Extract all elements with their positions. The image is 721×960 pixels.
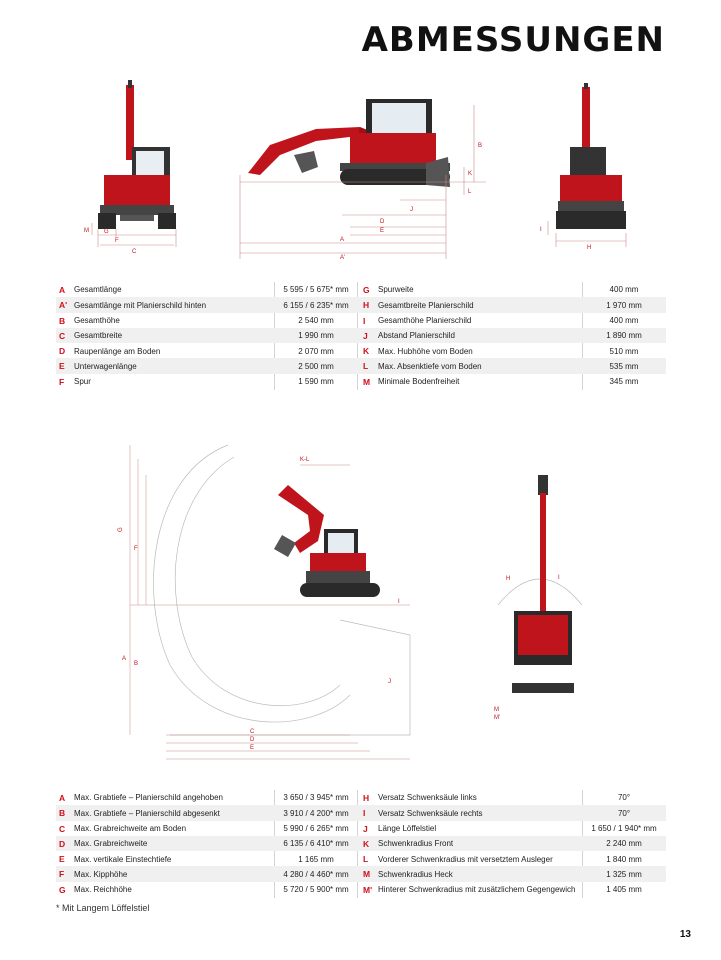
side-label-b: B: [478, 143, 483, 149]
spec-value-left: 1 990 mm: [298, 331, 334, 341]
spec-value-right: 1 650 / 1 940* mm: [591, 823, 657, 833]
working-range-side-view: [130, 445, 410, 759]
rear-label-h: H: [587, 245, 592, 251]
spec-value-right: 1 970 mm: [606, 300, 642, 310]
range-label-j: J: [388, 679, 391, 685]
range-label-g: G: [118, 527, 124, 532]
side-label-k: K: [468, 171, 473, 177]
spec-letter-left: A: [59, 793, 66, 803]
front-label-m: M: [84, 228, 89, 234]
spec-letter-left: C: [59, 823, 66, 834]
spec-table-1: [56, 282, 666, 394]
spec-letter-left: F: [59, 376, 65, 387]
spec-value-right: 1 405 mm: [606, 885, 642, 895]
spec-letter-right: M: [363, 376, 371, 387]
spec-letter-left: D: [59, 838, 66, 849]
spec-row: [56, 851, 666, 866]
spec-value-left: 6 135 / 6 410* mm: [283, 839, 349, 849]
range-label-k-l: K-L: [300, 457, 310, 463]
spec-label-left: Max. vertikale Einstechtiefe: [74, 854, 172, 864]
front-label-g: G: [104, 229, 109, 235]
spec-letter-right: K: [363, 838, 370, 849]
spec-row: [56, 343, 666, 358]
spec-label-right: Hinterer Schwenkradius mit zusätzlichem Gegengewich: [378, 885, 576, 895]
side-label-a: A: [340, 237, 345, 243]
spec-value-right: 510 mm: [609, 346, 639, 356]
spec-letter-right: H: [363, 300, 370, 311]
spec-letter-right: L: [363, 854, 369, 865]
rear-label-i: I: [540, 227, 542, 233]
spec-value-left: 2 500 mm: [298, 361, 334, 371]
spec-label-left: Max. Grabreichweite am Boden: [74, 823, 187, 833]
spec-label-left: Max. Grabreichweite: [74, 839, 148, 849]
spec-value-right: 400 mm: [609, 285, 639, 295]
footnote: * Mit Langem Löffelstiel: [56, 903, 150, 913]
spec-value-left: 4 280 / 4 460* mm: [283, 869, 349, 879]
spec-label-left: Unterwagenlänge: [74, 361, 137, 371]
side-label-e: E: [380, 228, 385, 234]
spec-value-right: 535 mm: [609, 361, 639, 371]
spec-value-left: 1 165 mm: [298, 854, 334, 864]
excavator-rear-view: [556, 83, 626, 229]
rear-range-label-m-prime: M': [494, 715, 501, 721]
spec-table-2: [56, 790, 666, 902]
spec-letter-left: B: [59, 315, 66, 326]
page-number: 13: [679, 929, 691, 940]
spec-value-right: 1 840 mm: [606, 854, 642, 864]
spec-label-left: Max. Kipphöhe: [74, 869, 128, 879]
spec-label-right: Schwenkradius Front: [378, 839, 454, 849]
spec-letter-left: A: [59, 285, 66, 295]
spec-label-right: Max. Hubhöhe vom Boden: [378, 346, 473, 356]
spec-letter-left: E: [59, 854, 65, 865]
range-label-c: C: [250, 729, 255, 735]
spec-letter-left: A': [59, 300, 68, 311]
spec-label-left: Gesamthöhe: [74, 315, 120, 325]
spec-label-right: Abstand Planierschild: [378, 331, 455, 341]
spec-row: [56, 866, 666, 881]
spec-value-left: 5 720 / 5 900* mm: [283, 885, 349, 895]
spec-letter-right: I: [363, 808, 366, 819]
spec-label-right: Versatz Schwenksäule links: [378, 793, 477, 803]
spec-row: [56, 282, 666, 297]
spec-row: [56, 297, 666, 312]
spec-letter-left: C: [59, 330, 66, 341]
range-label-e: E: [250, 745, 255, 751]
spec-label-right: Länge Löffelstiel: [378, 823, 437, 833]
spec-row: [56, 882, 666, 897]
side-label-j: J: [410, 207, 413, 213]
spec-label-right: Gesamthöhe Planierschild: [378, 315, 472, 325]
spec-letter-right: J: [363, 330, 368, 341]
spec-label-right: Vorderer Schwenkradius mit versetztem Ausleger: [378, 854, 553, 864]
spec-letter-left: B: [59, 808, 66, 819]
spec-letter-left: G: [59, 884, 66, 895]
spec-value-left: 5 990 / 6 265* mm: [283, 823, 349, 833]
spec-label-right: Minimale Bodenfreiheit: [378, 377, 460, 387]
spec-label-left: Gesamtbreite: [74, 331, 123, 341]
spec-value-left: 5 595 / 5 675* mm: [283, 285, 349, 295]
side-label-l: L: [468, 189, 472, 195]
spec-letter-right: K: [363, 346, 370, 357]
spec-row: [56, 313, 666, 328]
range-label-f: F: [134, 546, 138, 552]
spec-value-right: 345 mm: [609, 377, 639, 387]
spec-value-right: 70°: [617, 808, 631, 818]
spec-value-right: 400 mm: [609, 315, 639, 325]
spec-value-right: 1 890 mm: [606, 331, 642, 341]
spec-label-left: Max. Grabtiefe – Planierschild angehoben: [74, 793, 223, 803]
spec-label-left: Raupenlänge am Boden: [74, 346, 161, 356]
spec-value-left: 2 070 mm: [298, 346, 334, 356]
spec-letter-right: H: [363, 793, 370, 803]
spec-value-right: 70°: [617, 793, 631, 803]
front-label-f: F: [115, 238, 119, 244]
working-range-rear-view: [498, 475, 582, 693]
spec-letter-left: D: [59, 346, 66, 357]
spec-value-right: 1 325 mm: [606, 869, 642, 879]
spec-label-right: Versatz Schwenksäule rechts: [378, 808, 483, 818]
page-title: ABMESSUNGEN: [361, 20, 665, 60]
spec-label-right: Schwenkradius Heck: [378, 869, 453, 879]
spec-letter-right: G: [363, 285, 370, 295]
rear-range-label-m: M: [494, 707, 499, 713]
spec-value-left: 1 590 mm: [298, 377, 334, 387]
spec-label-left: Gesamtlänge mit Planierschild hinten: [74, 300, 207, 310]
rear-range-label-h: H: [506, 576, 511, 582]
spec-row: [56, 358, 666, 373]
spec-row: [56, 790, 666, 805]
spec-label-right: Max. Absenktiefe vom Boden: [378, 361, 482, 371]
spec-value-right: 2 240 mm: [606, 839, 642, 849]
spec-letter-left: E: [59, 361, 65, 372]
spec-value-left: 6 155 / 6 235* mm: [283, 300, 349, 310]
rear-range-label-i: I: [558, 575, 560, 581]
range-label-i: I: [398, 599, 400, 605]
spec-row: [56, 821, 666, 836]
spec-value-left: 2 540 mm: [298, 315, 334, 325]
side-label-a-prime: A': [340, 255, 346, 261]
dimension-drawing-top: [70, 75, 670, 265]
spec-letter-right: J: [363, 823, 368, 834]
excavator-front-view: [98, 80, 176, 229]
spec-letter-right: I: [363, 315, 366, 326]
spec-row: [56, 836, 666, 851]
spec-label-left: Spur: [74, 377, 91, 387]
range-label-d: D: [250, 737, 255, 743]
spec-value-left: 3 650 / 3 945* mm: [283, 793, 349, 803]
spec-row: [56, 374, 666, 389]
spec-label-left: Gesamtlänge: [74, 285, 122, 295]
spec-label-right: Spurweite: [378, 285, 414, 295]
range-label-b: B: [134, 661, 139, 667]
front-label-c: C: [132, 249, 137, 255]
spec-row: [56, 328, 666, 343]
side-label-d: D: [380, 219, 385, 225]
spec-value-left: 3 910 / 4 200* mm: [283, 808, 349, 818]
spec-letter-right: L: [363, 361, 369, 372]
excavator-side-view: [248, 99, 450, 187]
range-label-a: A: [122, 656, 127, 662]
spec-letter-right: M: [363, 869, 371, 880]
spec-letter-right: M': [363, 884, 373, 895]
spec-row: [56, 805, 666, 820]
spec-label-left: Max. Reichhöhe: [74, 885, 132, 895]
spec-label-right: Gesamtbreite Planierschild: [378, 300, 474, 310]
working-range-drawing: [110, 435, 610, 770]
spec-label-left: Max. Grabtiefe – Planierschild abgesenkt: [74, 808, 220, 818]
spec-letter-left: F: [59, 869, 65, 880]
